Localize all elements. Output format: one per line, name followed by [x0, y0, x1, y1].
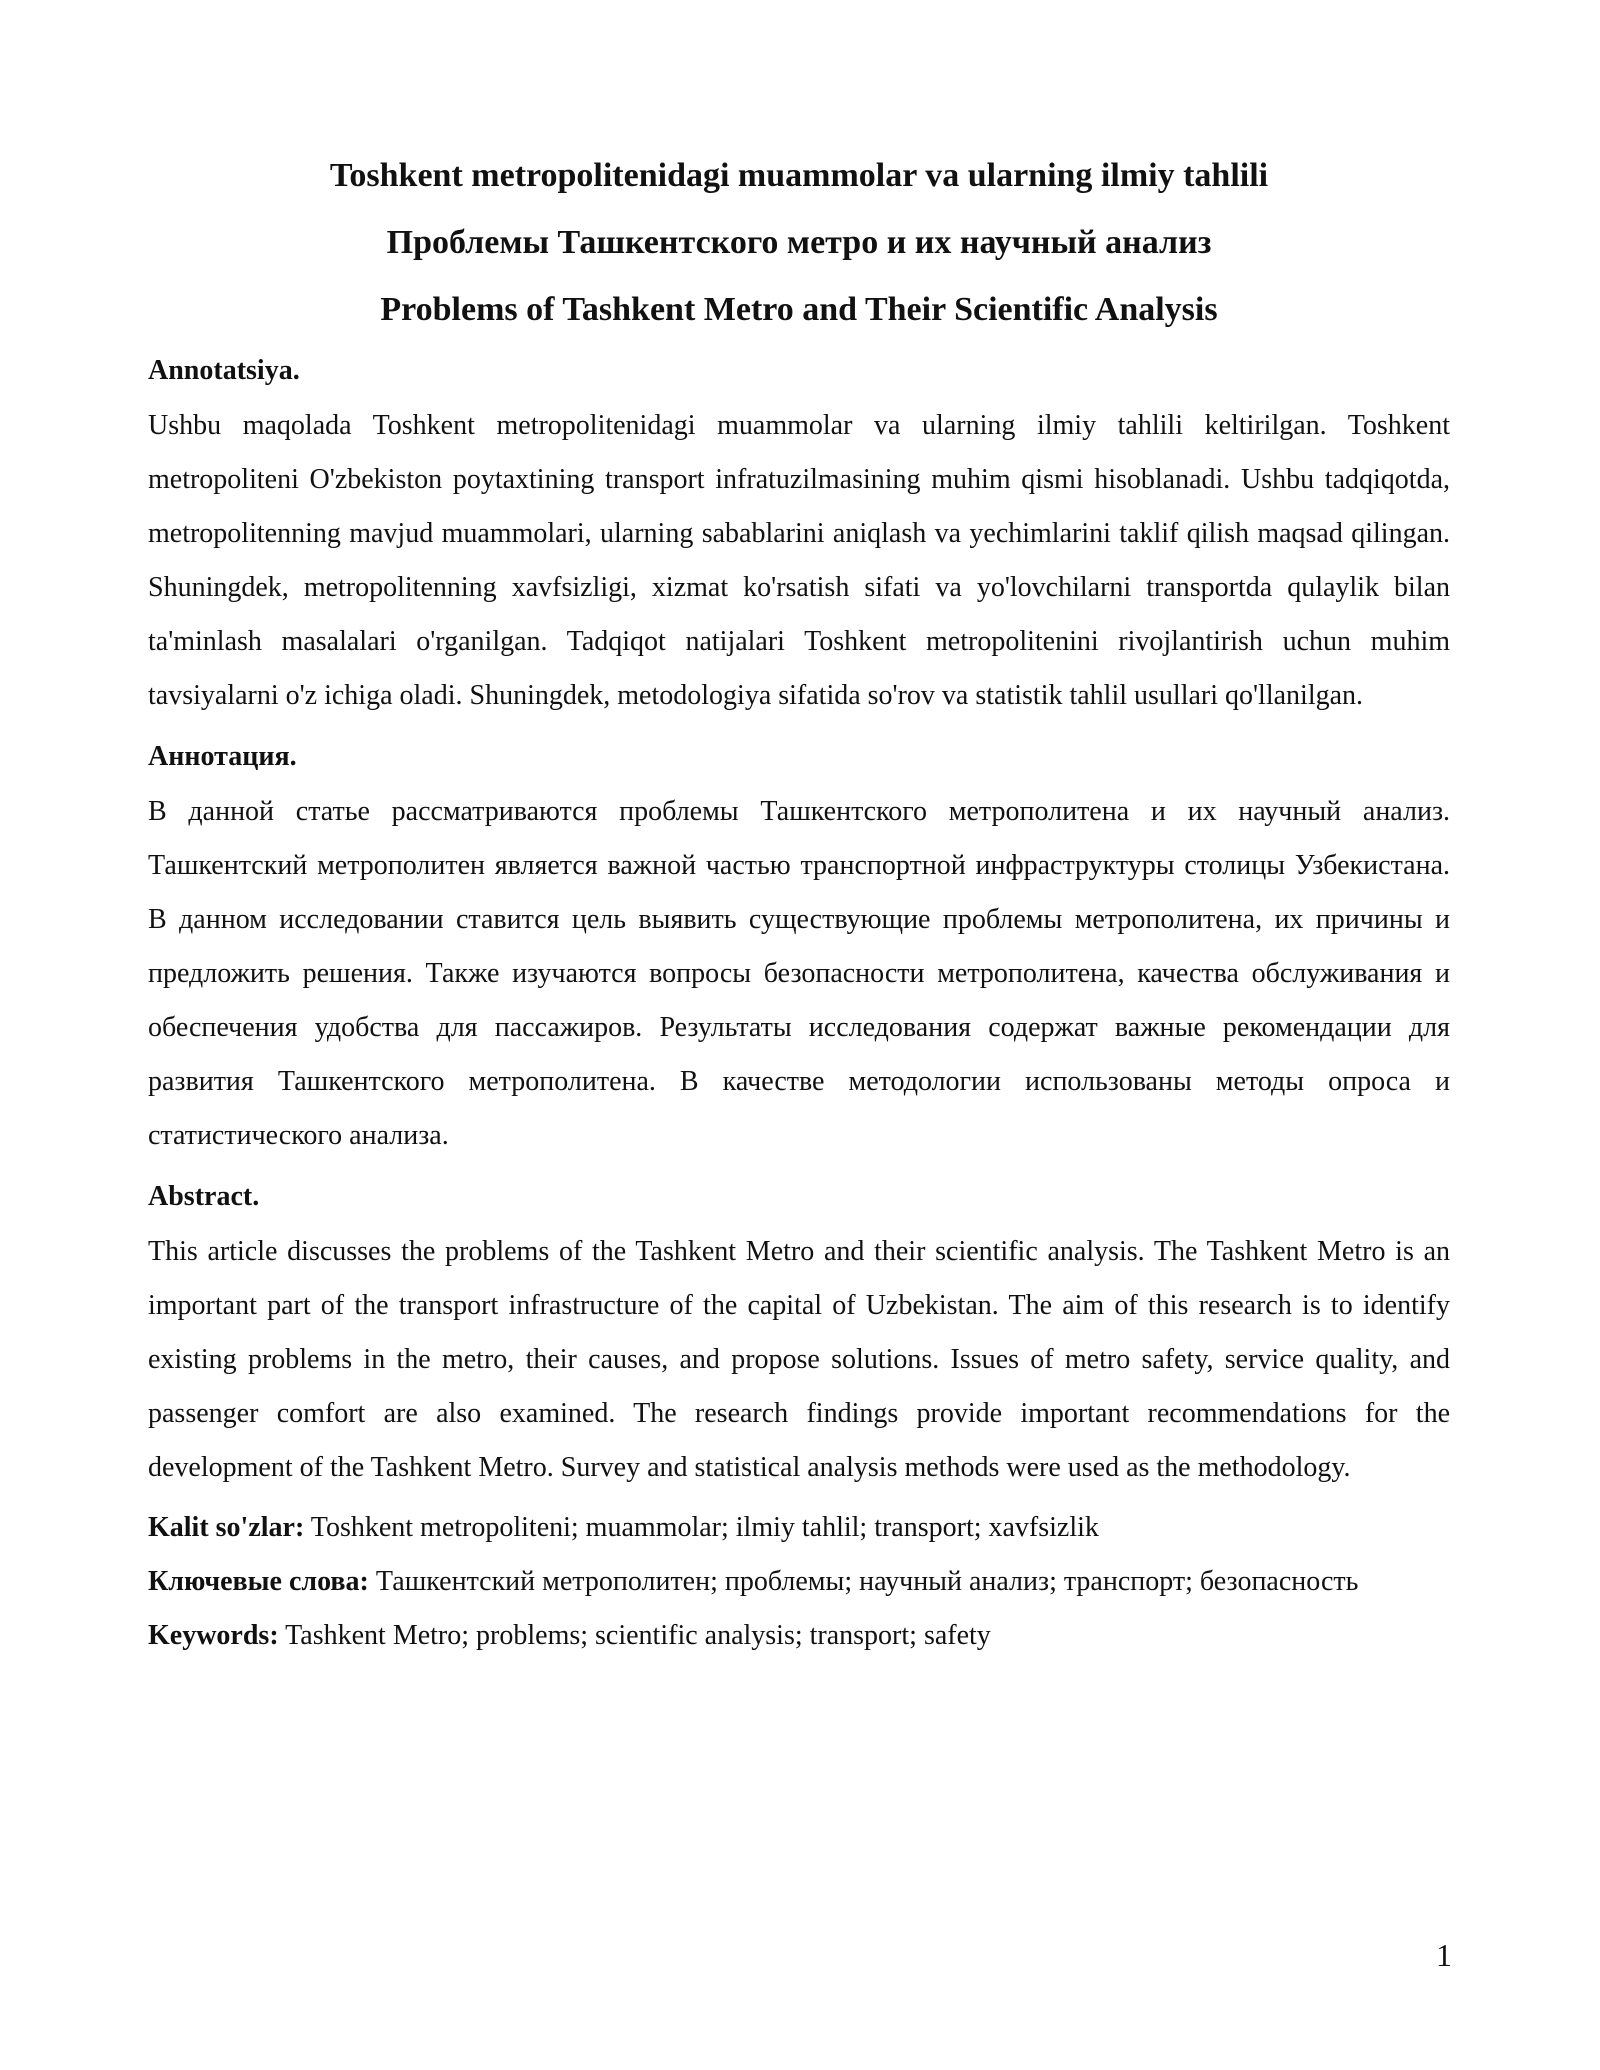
- annotation-russian-section: [148, 729, 1450, 1163]
- abstract-english-heading: Abstract.: [148, 1181, 260, 1212]
- abstract-english-section: [148, 1169, 1450, 1495]
- title-block: [148, 142, 1450, 343]
- keywords-uzbek-list: Toshkent metropoliteni; muammolar; ilmiy tahlil; transport; xavfsizlik: [304, 1512, 1099, 1543]
- keywords-uzbek-label: Kalit so'zlar:: [148, 1512, 305, 1543]
- keywords-uzbek: [148, 1501, 1450, 1555]
- keywords-english-label: Keywords:: [148, 1620, 279, 1651]
- keywords-english-list: Tashkent Metro; problems; scientific analysis; transport; safety: [278, 1620, 991, 1651]
- page-number: 1: [1436, 1937, 1452, 1973]
- keywords-english: [148, 1609, 1450, 1663]
- document-page: [148, 142, 1450, 1663]
- annotation-russian-text: В данной статье рассматриваются проблемы Ташкентского метрополитена и их научный анализ. Ташкентский метрополитен является важной частью транспортной инфраструктуры столицы Узбекистана. В данном исследовании ставится цель выявить существующие проблемы метрополитена, их причины и предложить решения. Также изучаются вопросы безопасности метрополитена, качества обслуживания и обеспечения удобства для пассажиров. Результаты исследования содержат важные рекомендации для развития Ташкентского метрополитена. В качестве методологии использованы методы опроса и статистического анализа.: [148, 796, 1450, 1151]
- annotation-uzbek-heading: Annotatsiya.: [148, 355, 300, 386]
- keywords-russian-list: Ташкентский метрополитен; проблемы; научный анализ; транспорт; безопасность: [368, 1566, 1359, 1597]
- title-uzbek: Toshkent metropolitenidagi muammolar va ularning ilmiy tahlili: [329, 157, 1269, 194]
- annotation-russian-heading: Аннотация.: [148, 741, 297, 772]
- abstract-english-text: This article discusses the problems of the Tashkent Metro and their scientific analysis. The Tashkent Metro is an important part of the transport infrastructure of the capital of Uzbekistan. The aim of this research is to identify existing problems in the metro, their causes, and propose solutions. Issues of metro safety, service quality, and passenger comfort are also examined. The research findings provide important recommendations for the development of the Tashkent Metro. Survey and statistical analysis methods were used as the methodology.: [148, 1236, 1450, 1483]
- title-russian: Проблемы Ташкентского метро и их научный анализ: [386, 224, 1212, 261]
- keywords-russian: [148, 1555, 1450, 1609]
- keywords-russian-label: Ключевые слова:: [148, 1566, 369, 1597]
- keywords-block: [148, 1501, 1450, 1663]
- annotation-uzbek-section: [148, 343, 1450, 723]
- title-english: Problems of Tashkent Metro and Their Scientific Analysis: [380, 291, 1218, 328]
- annotation-uzbek-text: Ushbu maqolada Toshkent metropolitenidagi muammolar va ularning ilmiy tahlili keltirilgan. Toshkent metropoliteni O'zbekiston poytaxtining transport infratuzilmasining muhim qismi hisoblanadi. Ushbu tadqiqotda, metropolitenning mavjud muammolari, ularning sabablarini aniqlash va yechimlarini taklif qilish maqsad qilingan. Shuningdek, metropolitenning xavfsizligi, xizmat ko'rsatish sifati va yo'lovchilarni transportda qulaylik bilan ta'minlash masalalari o'rganilgan. Tadqiqot natijalari Toshkent metropolitenini rivojlantirish uchun muhim tavsiyalarni o'z ichiga oladi. Shuningdek, metodologiya sifatida so'rov va statistik tahlil usullari qo'llanilgan.: [148, 410, 1450, 711]
